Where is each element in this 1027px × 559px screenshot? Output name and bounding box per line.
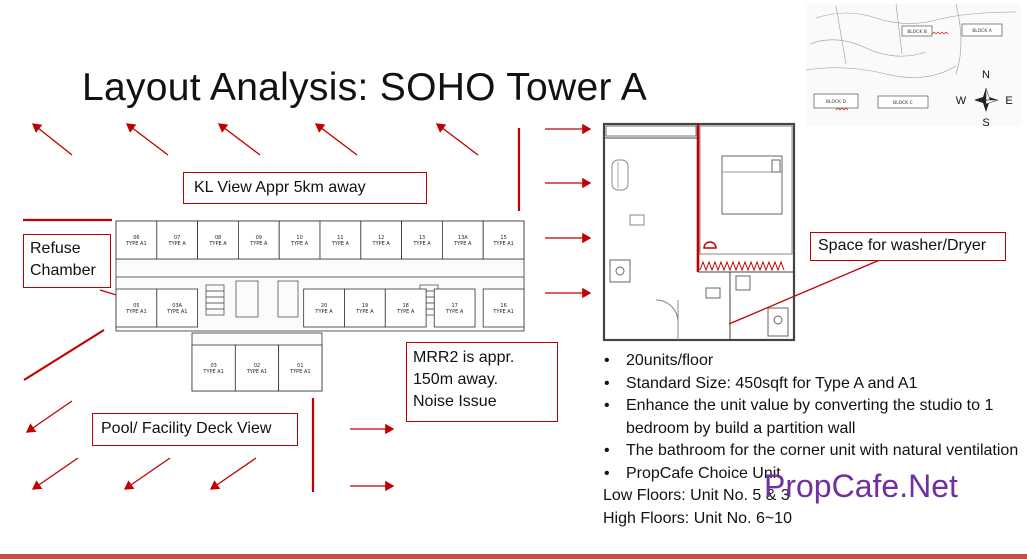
unit-type: TYPE A1 (166, 309, 188, 315)
bullet-item: • The bathroom for the corner unit with natural ventilation (602, 440, 1022, 463)
unit-09 (238, 221, 279, 259)
unit-11 (320, 221, 361, 259)
unit-13A (442, 221, 483, 259)
brand-watermark: PropCafe.Net (764, 468, 958, 504)
pool-deck-callout (92, 413, 298, 446)
unit-number: 16 (500, 303, 507, 309)
unit-type: TYPE A1 (493, 241, 514, 247)
unit-number: 03A (172, 303, 183, 309)
kl-view-callout (183, 172, 427, 204)
unit-07 (157, 221, 198, 259)
unit-type: TYPE A (413, 241, 431, 247)
mrr2-line-3: Noise Issue (413, 393, 497, 410)
unit-08 (198, 221, 239, 259)
unit-number: 09 (255, 235, 262, 241)
unit-number: 13 (418, 235, 426, 241)
unit-12 (361, 221, 402, 259)
unit-number: 01 (297, 363, 304, 369)
compass-e: E (1005, 95, 1013, 107)
unit-02 (235, 345, 278, 391)
unit-type: TYPE A (331, 241, 350, 247)
kl-view-text: KL View Appr 5km away (194, 179, 366, 196)
unit-number: 10 (296, 235, 303, 241)
unit-type: TYPE A1 (290, 369, 311, 375)
unit-type: TYPE A1 (493, 309, 514, 315)
mrr2-line-2: 150m away. (413, 371, 499, 388)
unit-number: 03 (210, 363, 217, 369)
unit-01 (279, 345, 322, 391)
unit-10 (279, 221, 320, 259)
compass-w: W (955, 95, 967, 107)
unit-type: TYPE A (315, 309, 333, 315)
unit-type: TYPE A (356, 309, 374, 315)
unit-number: 05 (133, 303, 140, 309)
unit-06 (116, 221, 157, 259)
unit-number: 08 (214, 235, 222, 241)
unit-15 (483, 221, 524, 259)
pool-deck-text: Pool/ Facility Deck View (101, 420, 272, 437)
map-block-a: BLOCK A (972, 29, 992, 34)
bullet-item: • PropCafe Choice Unit (602, 463, 1022, 486)
unit-type: TYPE A (290, 241, 309, 247)
unit-type: TYPE A (445, 309, 464, 315)
refuse-line-1: Refuse (30, 240, 81, 257)
unit-number: 07 (174, 235, 181, 241)
unit-18 (385, 289, 426, 327)
unit-type: TYPE A (209, 241, 227, 247)
unit-number: 20 (320, 303, 328, 309)
high-floors-note: High Floors: Unit No. 6~10 (603, 509, 792, 527)
washer-dryer-callout (810, 232, 1006, 261)
unit-number: 17 (451, 303, 458, 309)
unit-number: 15 (500, 235, 507, 241)
bullet-item: • 20units/floor (602, 350, 1022, 373)
unit-number: 06 (133, 235, 140, 241)
unit-13 (402, 221, 443, 259)
unit-number: 02 (253, 363, 261, 369)
unit-16 (483, 289, 524, 327)
unit-05 (116, 289, 157, 327)
unit-03 (192, 345, 235, 391)
unit-03A (157, 289, 198, 327)
unit-type: TYPE A (250, 241, 268, 247)
map-block-c: BLOCK C (893, 101, 913, 106)
unit-19 (344, 289, 385, 327)
bottom-accent-bar (0, 554, 1027, 559)
slide-title: Layout Analysis: SOHO Tower A (82, 66, 648, 109)
unit-type: TYPE A (454, 241, 472, 247)
unit-number: 18 (402, 303, 409, 309)
site-map (806, 4, 1021, 126)
unit-17 (434, 289, 475, 327)
washer-dryer-text: Space for washer/Dryer (818, 237, 987, 254)
unit-type: TYPE A (397, 309, 415, 315)
low-floors-note: Low Floors: Unit No. 5 & 3 (603, 487, 790, 504)
map-block-d: BLOCK D (826, 100, 846, 105)
unit-number: 13A (457, 235, 468, 241)
unit-number: 12 (378, 235, 385, 241)
map-block-b: BLOCK B (907, 30, 927, 35)
refuse-chamber-callout (23, 234, 111, 288)
unit-number: 19 (361, 303, 369, 309)
unit-20 (304, 289, 345, 327)
bullet-item: • Standard Size: 450sqft for Type A and A1 (602, 373, 1022, 396)
unit-number: 11 (337, 235, 344, 241)
unit-type: TYPE A1 (126, 309, 147, 315)
unit-type: TYPE A (372, 241, 390, 247)
unit-type: TYPE A1 (203, 369, 224, 375)
unit-type: TYPE A1 (126, 241, 147, 247)
mrr2-callout (406, 342, 558, 422)
refuse-line-2: Chamber (30, 262, 96, 279)
unit-plan (600, 120, 800, 344)
unit-type: TYPE A1 (246, 369, 268, 375)
compass-n: N (982, 69, 990, 81)
bullet-item: • Enhance the unit value by converting the studio to 1 bedroom by build a partition wall (602, 395, 1022, 440)
mrr2-line-1: MRR2 is appr. (413, 349, 515, 366)
compass-s: S (982, 117, 990, 126)
unit-type: TYPE A (168, 241, 186, 247)
